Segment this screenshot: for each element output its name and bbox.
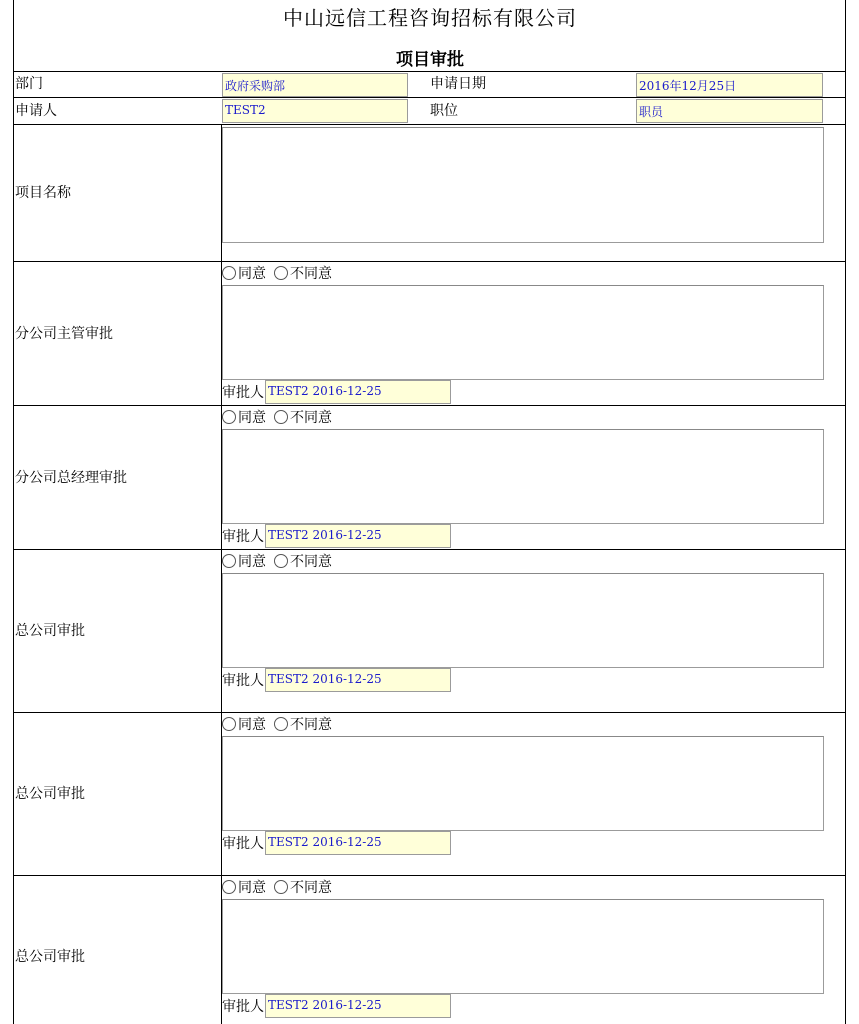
approver-row [222, 831, 451, 855]
radio-icon[interactable] [222, 717, 236, 731]
agree-text: 同意 [238, 554, 266, 570]
radio-icon[interactable] [274, 410, 288, 424]
approver-label: 审批人 [222, 673, 264, 689]
agree-option[interactable] [222, 877, 266, 897]
disagree-option[interactable] [274, 551, 332, 571]
approval-label: 总公司审批 [15, 623, 85, 639]
approval-comment-textarea[interactable] [222, 573, 824, 668]
approver-row [222, 668, 451, 692]
approval-label: 总公司审批 [15, 949, 85, 965]
radio-icon[interactable] [274, 880, 288, 894]
disagree-text: 不同意 [290, 880, 332, 896]
approver-field[interactable]: TEST2 2016-12-25 [265, 380, 451, 404]
approver-field[interactable]: TEST2 2016-12-25 [265, 524, 451, 548]
disagree-text: 不同意 [290, 717, 332, 733]
approver-field[interactable]: TEST2 2016-12-25 [265, 831, 451, 855]
disagree-option[interactable] [274, 407, 332, 427]
disagree-option[interactable] [274, 714, 332, 734]
radio-icon[interactable] [222, 266, 236, 280]
approver-row [222, 994, 451, 1018]
agree-text: 同意 [238, 410, 266, 426]
approval-options [222, 407, 340, 427]
project-name-textarea[interactable] [222, 127, 824, 243]
approval-options [222, 551, 340, 571]
radio-icon[interactable] [222, 880, 236, 894]
approval-options [222, 714, 340, 734]
approval-comment-textarea[interactable] [222, 285, 824, 380]
applicant-field[interactable]: TEST2 [222, 99, 408, 123]
company-name: 中山远信工程咨询招标有限公司 [283, 6, 577, 30]
approval-options [222, 877, 340, 897]
approver-label: 审批人 [222, 836, 264, 852]
agree-text: 同意 [238, 266, 266, 282]
position-label: 职位 [430, 103, 458, 119]
applicant-label: 申请人 [15, 103, 57, 119]
radio-icon[interactable] [274, 554, 288, 568]
agree-option[interactable] [222, 263, 266, 283]
approver-row [222, 380, 451, 404]
approval-comment-textarea[interactable] [222, 429, 824, 524]
disagree-option[interactable] [274, 877, 332, 897]
project-name-label: 项目名称 [15, 185, 71, 201]
department-field[interactable]: 政府采购部 [222, 73, 408, 97]
department-label: 部门 [15, 76, 43, 92]
radio-icon[interactable] [274, 266, 288, 280]
agree-text: 同意 [238, 717, 266, 733]
disagree-text: 不同意 [290, 554, 332, 570]
approver-label: 审批人 [222, 529, 264, 545]
form-title: 项目审批 [396, 50, 464, 70]
radio-icon[interactable] [222, 410, 236, 424]
agree-option[interactable] [222, 407, 266, 427]
approval-label: 分公司主管审批 [15, 326, 113, 342]
agree-option[interactable] [222, 551, 266, 571]
approver-field[interactable]: TEST2 2016-12-25 [265, 994, 451, 1018]
agree-text: 同意 [238, 880, 266, 896]
disagree-text: 不同意 [290, 266, 332, 282]
approver-row [222, 524, 451, 548]
disagree-text: 不同意 [290, 410, 332, 426]
approval-label: 分公司总经理审批 [15, 470, 127, 486]
disagree-option[interactable] [274, 263, 332, 283]
position-field[interactable]: 职员 [636, 99, 823, 123]
approval-comment-textarea[interactable] [222, 899, 824, 994]
approver-label: 审批人 [222, 999, 264, 1015]
agree-option[interactable] [222, 714, 266, 734]
radio-icon[interactable] [222, 554, 236, 568]
approver-field[interactable]: TEST2 2016-12-25 [265, 668, 451, 692]
apply-date-field[interactable]: 2016年12月25日 [636, 73, 823, 97]
approval-label: 总公司审批 [15, 786, 85, 802]
approval-options [222, 263, 340, 283]
radio-icon[interactable] [274, 717, 288, 731]
apply-date-label: 申请日期 [430, 76, 486, 92]
approver-label: 审批人 [222, 385, 264, 401]
approval-comment-textarea[interactable] [222, 736, 824, 831]
